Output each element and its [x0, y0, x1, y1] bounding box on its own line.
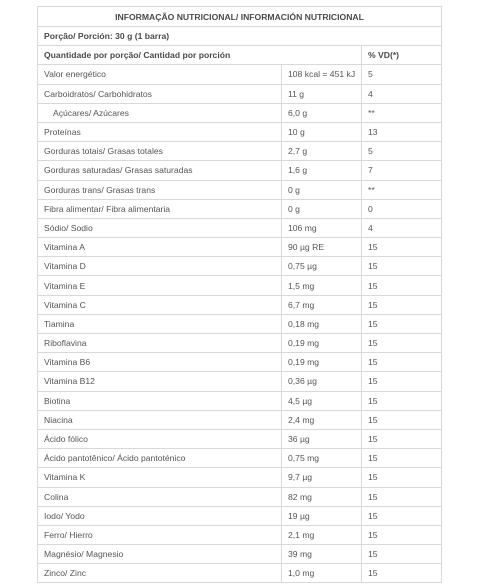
nutrient-amount: 1,0 mg [282, 564, 362, 583]
nutrient-row [38, 84, 442, 103]
nutrient-amount: 0 g [282, 180, 362, 199]
nutrient-name: Ácido pantotênico/ Ácido pantoténico [38, 449, 282, 468]
nutrient-daily-value: 15 [362, 506, 442, 525]
nutrient-amount: 36 µg [282, 429, 362, 448]
nutrient-daily-value: 15 [362, 410, 442, 429]
nutrient-daily-value: 5 [362, 65, 442, 84]
nutrient-amount: 4,5 µg [282, 391, 362, 410]
nutrient-daily-value: 13 [362, 122, 442, 141]
nutrient-row [38, 353, 442, 372]
nutrient-name: Ácido fólico [38, 429, 282, 448]
nutrient-name: Vitamina D [38, 257, 282, 276]
nutrient-row [38, 238, 442, 257]
nutrient-name: Gorduras saturadas/ Grasas saturadas [38, 161, 282, 180]
nutrient-amount: 1,5 mg [282, 276, 362, 295]
nutrient-daily-value: 4 [362, 218, 442, 237]
nutrient-row [38, 65, 442, 84]
nutrient-daily-value: 15 [362, 334, 442, 353]
nutrient-row [38, 161, 442, 180]
nutrient-name: Gorduras trans/ Grasas trans [38, 180, 282, 199]
nutrient-daily-value: ** [362, 103, 442, 122]
quantity-header: Quantidade por porção/ Cantidad por porción [38, 46, 362, 65]
nutrient-daily-value: 15 [362, 468, 442, 487]
nutrient-amount: 2,7 g [282, 142, 362, 161]
nutrient-daily-value: ** [362, 180, 442, 199]
nutrient-row [38, 314, 442, 333]
nutrient-amount: 82 mg [282, 487, 362, 506]
nutrient-amount: 1,6 g [282, 161, 362, 180]
nutrient-amount: 6,0 g [282, 103, 362, 122]
nutrient-name: Colina [38, 487, 282, 506]
nutrient-daily-value: 15 [362, 295, 442, 314]
nutrient-daily-value: 15 [362, 429, 442, 448]
nutrient-amount: 9,7 µg [282, 468, 362, 487]
nutrient-amount: 2,1 mg [282, 525, 362, 544]
nutrient-row [38, 487, 442, 506]
nutrient-name: Vitamina B12 [38, 372, 282, 391]
nutrient-row [38, 295, 442, 314]
nutrition-facts-table [37, 6, 442, 583]
nutrient-amount: 6,7 mg [282, 295, 362, 314]
nutrient-name: Vitamina K [38, 468, 282, 487]
nutrient-name: Sódio/ Sodio [38, 218, 282, 237]
nutrient-amount: 0 g [282, 199, 362, 218]
nutrient-name: Vitamina B6 [38, 353, 282, 372]
nutrient-amount: 0,75 µg [282, 257, 362, 276]
nutrient-name: Magnésio/ Magnesio [38, 545, 282, 564]
nutrient-name: Valor energético [38, 65, 282, 84]
nutrient-name: Vitamina E [38, 276, 282, 295]
nutrient-daily-value: 5 [362, 142, 442, 161]
vd-header: % VD(*) [362, 46, 442, 65]
nutrient-row [38, 180, 442, 199]
nutrient-row [38, 103, 442, 122]
nutrient-rows [38, 65, 442, 583]
nutrient-amount: 90 µg RE [282, 238, 362, 257]
nutrient-amount: 0,75 mg [282, 449, 362, 468]
nutrient-daily-value: 0 [362, 199, 442, 218]
nutrient-daily-value: 15 [362, 487, 442, 506]
nutrient-daily-value: 15 [362, 372, 442, 391]
nutrient-row [38, 429, 442, 448]
nutrient-row [38, 276, 442, 295]
nutrient-amount: 10 g [282, 122, 362, 141]
nutrient-row [38, 372, 442, 391]
nutrient-daily-value: 15 [362, 525, 442, 544]
nutrient-daily-value: 15 [362, 545, 442, 564]
nutrient-daily-value: 7 [362, 161, 442, 180]
nutrient-amount: 11 g [282, 84, 362, 103]
title-row [38, 7, 442, 27]
nutrient-daily-value: 15 [362, 314, 442, 333]
portion-row [38, 27, 442, 46]
column-header-row [38, 46, 442, 65]
nutrient-name: Gorduras totais/ Grasas totales [38, 142, 282, 161]
nutrient-name: Carboidratos/ Carbohidratos [38, 84, 282, 103]
nutrient-amount: 19 µg [282, 506, 362, 525]
nutrient-amount: 0,19 mg [282, 334, 362, 353]
nutrient-row [38, 142, 442, 161]
nutrient-row [38, 199, 442, 218]
nutrient-daily-value: 4 [362, 84, 442, 103]
nutrient-row [38, 449, 442, 468]
nutrient-row [38, 506, 442, 525]
nutrient-daily-value: 15 [362, 449, 442, 468]
nutrient-daily-value: 15 [362, 257, 442, 276]
nutrient-name: Iodo/ Yodo [38, 506, 282, 525]
nutrient-row [38, 218, 442, 237]
nutrient-daily-value: 15 [362, 238, 442, 257]
nutrient-name: Niacina [38, 410, 282, 429]
nutrient-row [38, 545, 442, 564]
nutrient-daily-value: 15 [362, 564, 442, 583]
nutrient-amount: 0,18 mg [282, 314, 362, 333]
nutrient-name: Riboflavina [38, 334, 282, 353]
nutrient-row [38, 334, 442, 353]
nutrient-name: Fibra alimentar/ Fibra alimentaria [38, 199, 282, 218]
portion-size: Porção/ Porción: 30 g (1 barra) [38, 27, 442, 46]
nutrient-row [38, 122, 442, 141]
nutrient-name: Açúcares/ Azúcares [38, 103, 282, 122]
nutrient-row [38, 257, 442, 276]
nutrient-row [38, 564, 442, 583]
nutrient-amount: 0,19 mg [282, 353, 362, 372]
nutrient-name: Vitamina A [38, 238, 282, 257]
nutrient-amount: 108 kcal = 451 kJ [282, 65, 362, 84]
nutrient-name: Zinco/ Zinc [38, 564, 282, 583]
nutrient-name: Proteínas [38, 122, 282, 141]
nutrient-name: Ferro/ Hierro [38, 525, 282, 544]
nutrient-daily-value: 15 [362, 353, 442, 372]
nutrient-amount: 2,4 mg [282, 410, 362, 429]
nutrient-row [38, 525, 442, 544]
nutrient-amount: 0,36 µg [282, 372, 362, 391]
nutrient-daily-value: 15 [362, 391, 442, 410]
nutrient-row [38, 391, 442, 410]
nutrient-amount: 39 mg [282, 545, 362, 564]
nutrient-row [38, 468, 442, 487]
nutrient-daily-value: 15 [362, 276, 442, 295]
nutrient-name: Vitamina C [38, 295, 282, 314]
nutrient-name: Tiamina [38, 314, 282, 333]
nutrient-amount: 106 mg [282, 218, 362, 237]
nutrient-name: Biotina [38, 391, 282, 410]
nutrient-row [38, 410, 442, 429]
table-title: INFORMAÇÃO NUTRICIONAL/ INFORMACIÓN NUTRICIONAL [38, 7, 442, 27]
